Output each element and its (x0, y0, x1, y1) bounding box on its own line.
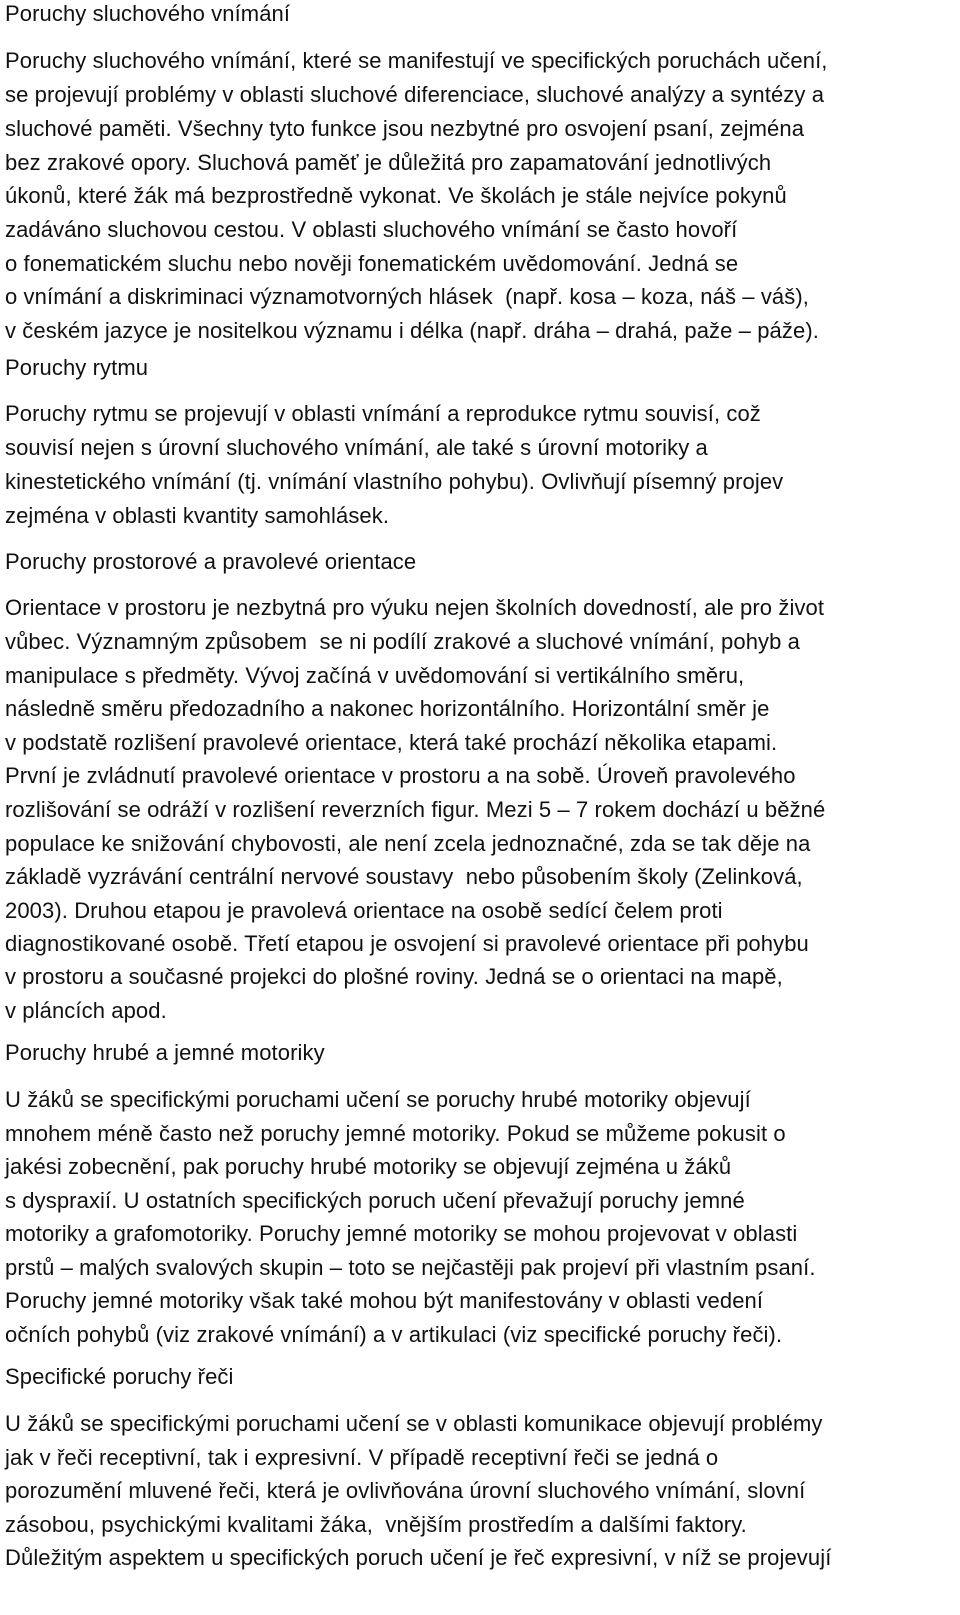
heading-speech: Specifické poruchy řeči (5, 1364, 234, 1389)
paragraph-line: souvisí nejen s úrovní sluchového vnímání, ale také s úrovní motoriky a (5, 435, 708, 460)
paragraph-line: jak v řeči receptivní, tak i expresivní. V případě receptivní řeči se jedná o (5, 1445, 719, 1470)
paragraph-line: vůbec. Významným způsobem se ni podílí zrakové a sluchové vnímání, pohyb a (5, 629, 801, 654)
paragraph-line: v prostoru a současné projekci do plošné roviny. Jedná se o orientaci na mapě, (5, 964, 783, 989)
paragraph-line: základě vyzrávání centrální nervové soustavy nebo působením školy (Zelinková, (5, 864, 803, 889)
paragraph-line: 2003). Druhou etapou je pravolevá orientace na osobě sedící čelem proti (5, 898, 723, 923)
paragraph-line: zadáváno sluchovou cestou. V oblasti sluchového vnímání se často hovoří (5, 217, 738, 242)
paragraph-line: Poruchy sluchového vnímání, které se manifestují ve specifických poruchách učení, (5, 48, 828, 73)
paragraph-line: očních pohybů (viz zrakové vnímání) a v artikulaci (viz specifické poruchy řeči). (5, 1322, 783, 1347)
paragraph-line: rozlišování se odráží v rozlišení reverzních figur. Mezi 5 – 7 rokem dochází u běžné (5, 797, 826, 822)
paragraph-line: Poruchy rytmu se projevují v oblasti vnímání a reprodukce rytmu souvisí, což (5, 401, 761, 426)
paragraph-line: diagnostikované osobě. Třetí etapou je osvojení si pravolevé orientace při pohybu (5, 931, 809, 956)
paragraph-line: v podstatě rozlišení pravolevé orientace, která také prochází několika etapami. (5, 730, 778, 755)
paragraph-line: prstů – malých svalových skupin – toto se nejčastěji pak projeví při vlastním psaní. (5, 1255, 816, 1280)
paragraph-line: První je zvládnutí pravolevé orientace v prostoru a na sobě. Úroveň pravolevého (5, 763, 796, 788)
paragraph-line: U žáků se specifickými poruchami učení se v oblasti komunikace objevují problémy (5, 1411, 823, 1436)
heading-motorics: Poruchy hrubé a jemné motoriky (5, 1040, 325, 1065)
paragraph-line: motoriky a grafomotoriky. Poruchy jemné motoriky se mohou projevovat v oblasti (5, 1221, 798, 1246)
paragraph-line: jakési zobecnění, pak poruchy hrubé motoriky se objevují zejména u žáků (5, 1154, 732, 1179)
paragraph-line: U žáků se specifickými poruchami učení se poruchy hrubé motoriky objevují (5, 1087, 751, 1112)
paragraph-line: zejména v oblasti kvantity samohlásek. (5, 503, 390, 528)
paragraph-line: kinestetického vnímání (tj. vnímání vlastního pohybu). Ovlivňují písemný projev (5, 469, 784, 494)
paragraph-line: Orientace v prostoru je nezbytná pro výuku nejen školních dovedností, ale pro život (5, 595, 825, 620)
paragraph-line: sluchové paměti. Všechny tyto funkce jsou nezbytné pro osvojení psaní, zejména (5, 116, 805, 141)
heading-auditory: Poruchy sluchového vnímání (5, 1, 291, 26)
paragraph-line: mnohem méně často než poruchy jemné motoriky. Pokud se můžeme pokusit o (5, 1121, 786, 1146)
paragraph-line: porozumění mluvené řeči, která je ovlivňována úrovní sluchového vnímání, slovní (5, 1478, 806, 1503)
paragraph-line: populace ke snižování chybovosti, ale není zcela jednoznačné, zda se tak děje na (5, 831, 811, 856)
paragraph-line: následně směru předozadního a nakonec horizontálního. Horizontální směr je (5, 696, 770, 721)
paragraph-line: manipulace s předměty. Vývoj začíná v uvědomování si vertikálního směru, (5, 663, 745, 688)
paragraph-line: Důležitým aspektem u specifických poruch učení je řeč expresivní, v níž se projevují (5, 1545, 832, 1570)
paragraph-line: o vnímání a diskriminaci významotvorných hlásek (např. kosa – koza, náš – váš), (5, 284, 810, 309)
paragraph-line: se projevují problémy v oblasti sluchové diferenciace, sluchové analýzy a syntézy a (5, 82, 825, 107)
paragraph-line: zásobou, psychickými kvalitami žáka, vnějším prostředím a dalšími faktory. (5, 1512, 747, 1537)
paragraph-line: v českém jazyce je nositelkou významu i délka (např. dráha – drahá, paže – páže). (5, 318, 819, 343)
paragraph-line: s dyspraxií. U ostatních specifických poruch učení převažují poruchy jemné (5, 1188, 745, 1213)
paragraph-line: v pláncích apod. (5, 998, 167, 1023)
paragraph-line: bez zrakové opory. Sluchová paměť je důležitá pro zapamatování jednotlivých (5, 150, 772, 175)
heading-orientation: Poruchy prostorové a pravolevé orientace (5, 549, 417, 574)
paragraph-line: Poruchy jemné motoriky však také mohou být manifestovány v oblasti vedení (5, 1288, 764, 1313)
paragraph-line: úkonů, které žák má bezprostředně vykonat. Ve školách je stále nejvíce pokynů (5, 183, 787, 208)
heading-rhythm: Poruchy rytmu (5, 355, 149, 380)
paragraph-line: o fonematickém sluchu nebo nověji fonematickém uvědomování. Jedná se (5, 251, 739, 276)
